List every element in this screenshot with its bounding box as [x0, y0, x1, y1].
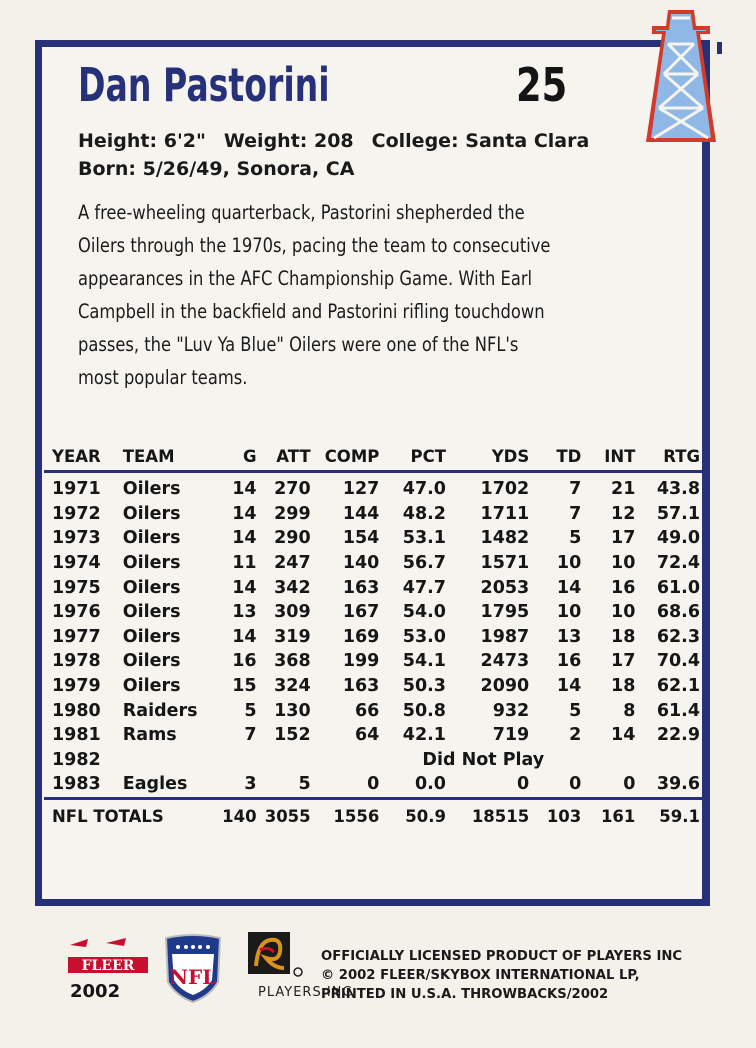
- table-row: [44, 526, 706, 551]
- cell-int: 17: [611, 651, 636, 672]
- cell-att: 152: [274, 725, 311, 746]
- cell-year: 1971: [52, 479, 101, 500]
- cell-yds: 2053: [480, 577, 530, 598]
- cell-td: 14: [556, 577, 582, 598]
- cell-comp: 140: [342, 553, 380, 574]
- header-year: YEAR: [52, 447, 101, 466]
- nfl-shield-icon: [162, 932, 224, 1004]
- table-row: [44, 600, 706, 625]
- college: College: Santa Clara: [371, 130, 590, 152]
- cell-team: Oilers: [122, 626, 181, 647]
- header-g: G: [243, 447, 257, 466]
- total-comp: 1556: [317, 798, 386, 833]
- table-row: [44, 698, 706, 723]
- cell-pct: 48.2: [402, 503, 446, 524]
- table-row: [44, 502, 706, 527]
- cell-rtg: 61.0: [656, 577, 700, 598]
- cell-td: 10: [556, 553, 582, 574]
- cell-yds: 1711: [480, 503, 530, 524]
- cell-int: 18: [611, 676, 636, 697]
- cell-team: Oilers: [122, 553, 181, 574]
- cell-comp: 169: [342, 626, 380, 647]
- dnp-note: Did Not Play: [422, 749, 545, 770]
- cell-int: 8: [623, 700, 636, 721]
- stats-table: [44, 443, 706, 833]
- header-att: ATT: [276, 447, 311, 466]
- oil-derrick-icon: [638, 4, 724, 154]
- cell-rtg: 62.3: [656, 626, 700, 647]
- cell-comp: 64: [355, 725, 380, 746]
- bio-line: passes, the "Luv Ya Blue" Oilers were one of the NFL's: [78, 333, 519, 356]
- bio-paragraph: [78, 196, 636, 394]
- fleer-logo: [66, 937, 152, 977]
- fleer-wordmark: FLEER: [81, 958, 135, 974]
- cell-g: 5: [244, 700, 257, 721]
- cell-yds: 932: [492, 700, 530, 721]
- cell-pct: 53.0: [402, 626, 446, 647]
- table-row: [44, 472, 706, 502]
- card-year: 2002: [70, 981, 121, 1002]
- cell-rtg: 57.1: [656, 503, 700, 524]
- cell-att: 299: [274, 503, 311, 524]
- cell-int: 18: [611, 626, 636, 647]
- nfl-wordmark: NFL: [169, 965, 217, 989]
- cell-rtg: 49.0: [656, 528, 700, 549]
- table-row: [44, 723, 706, 748]
- cell-yds: 2473: [480, 651, 530, 672]
- cell-pct: 47.7: [402, 577, 446, 598]
- totals-row: [44, 798, 706, 833]
- cell-att: 5: [298, 774, 311, 795]
- table-row: [44, 772, 706, 798]
- cell-int: 10: [611, 553, 636, 574]
- bio-line: appearances in the AFC Championship Game. With Earl: [78, 267, 533, 290]
- table-row: [44, 625, 706, 650]
- cell-att: 270: [274, 479, 311, 500]
- cell-att: 309: [274, 602, 311, 623]
- bio-line: A free-wheeling quarterback, Pastorini shepherded the: [78, 201, 525, 224]
- cell-yds: 2090: [480, 676, 530, 697]
- cell-pct: 50.8: [402, 700, 446, 721]
- cell-yds: 1987: [480, 626, 530, 647]
- cell-rtg: 70.4: [656, 651, 700, 672]
- cell-rtg: 43.8: [656, 479, 700, 500]
- total-pct: 50.9: [385, 798, 452, 833]
- cell-team: Oilers: [122, 503, 181, 524]
- cell-g: 14: [232, 503, 257, 524]
- cell-g: 16: [232, 651, 257, 672]
- cell-att: 319: [274, 626, 311, 647]
- cell-g: 14: [232, 528, 257, 549]
- legal-line: OFFICIALLY LICENSED PRODUCT OF PLAYERS INC: [321, 949, 683, 964]
- cell-pct: 42.1: [402, 725, 446, 746]
- cell-g: 11: [232, 553, 257, 574]
- legal-line: PRINTED IN U.S.A. THROWBACKS/2002: [321, 987, 609, 1002]
- cell-comp: 0: [367, 774, 380, 795]
- cell-att: 130: [274, 700, 311, 721]
- cell-td: 14: [556, 676, 582, 697]
- cell-pct: 50.3: [402, 676, 446, 697]
- header-team: TEAM: [122, 447, 175, 466]
- legal-line: © 2002 FLEER/SKYBOX INTERNATIONAL LP,: [321, 968, 640, 983]
- cell-team: Oilers: [122, 577, 181, 598]
- cell-pct: 53.1: [402, 528, 446, 549]
- table-row: [44, 649, 706, 674]
- cell-pct: 47.0: [402, 479, 446, 500]
- cell-team: Oilers: [122, 602, 181, 623]
- cell-g: 14: [232, 626, 257, 647]
- cell-team: Oilers: [122, 479, 181, 500]
- cell-rtg: 68.6: [656, 602, 700, 623]
- cell-comp: 163: [342, 676, 380, 697]
- cell-year: 1974: [52, 553, 101, 574]
- cell-rtg: 61.4: [656, 700, 700, 721]
- cell-att: 290: [274, 528, 311, 549]
- cell-td: 5: [569, 528, 582, 549]
- cell-pct: 0.0: [414, 774, 446, 795]
- cell-g: 7: [244, 725, 257, 746]
- total-rtg: 59.1: [641, 798, 706, 833]
- cell-g: 13: [232, 602, 257, 623]
- cell-comp: 167: [342, 602, 380, 623]
- players-inc-text: PLAYERS INC: [258, 985, 353, 1000]
- cell-td: 5: [569, 700, 582, 721]
- cell-rtg: 72.4: [656, 553, 700, 574]
- cell-g: 3: [244, 774, 257, 795]
- cell-int: 16: [611, 577, 636, 598]
- cell-td: 16: [556, 651, 582, 672]
- header-rtg: RTG: [663, 447, 700, 466]
- total-att: 3055: [263, 798, 317, 833]
- cell-yds: 719: [492, 725, 530, 746]
- stats-header-row: [44, 443, 706, 472]
- cell-g: 14: [232, 577, 257, 598]
- cell-year: 1977: [52, 626, 101, 647]
- legal-text: [321, 947, 682, 1004]
- cell-yds: 1702: [480, 479, 530, 500]
- cell-year: 1980: [52, 700, 101, 721]
- table-row: [44, 674, 706, 699]
- cell-year: 1976: [52, 602, 101, 623]
- cell-pct: 54.0: [402, 602, 446, 623]
- cell-team: Oilers: [122, 528, 181, 549]
- total-td: 103: [535, 798, 587, 833]
- cell-att: 368: [274, 651, 311, 672]
- total-g: 140: [211, 798, 263, 833]
- cell-att: 342: [274, 577, 311, 598]
- cell-team: Oilers: [122, 676, 181, 697]
- bio-line: most popular teams.: [78, 366, 248, 389]
- cell-td: 2: [569, 725, 582, 746]
- players-inc-icon: [246, 932, 306, 978]
- total-yds: 18515: [452, 798, 535, 833]
- cell-year: 1983: [52, 774, 101, 795]
- weight: Weight: 208: [223, 130, 354, 152]
- cell-pct: 54.1: [402, 651, 446, 672]
- total-int: 161: [587, 798, 641, 833]
- cell-year: 1981: [52, 725, 101, 746]
- cell-comp: 144: [342, 503, 380, 524]
- cell-td: 7: [569, 479, 582, 500]
- born: Born: 5/26/49, Sonora, CA: [78, 158, 355, 180]
- cell-team: Rams: [122, 725, 177, 746]
- cell-year: 1975: [52, 577, 101, 598]
- cell-int: 21: [611, 479, 636, 500]
- header-pct: PCT: [410, 447, 446, 466]
- dnp-row: [44, 748, 706, 773]
- jersey-number: 25: [516, 58, 568, 112]
- cell-yds: 1571: [480, 553, 530, 574]
- cell-int: 17: [611, 528, 636, 549]
- cell-year: 1973: [52, 528, 101, 549]
- cell-comp: 199: [342, 651, 380, 672]
- header-yds: YDS: [491, 447, 530, 466]
- cell-int: 12: [611, 503, 636, 524]
- cell-rtg: 22.9: [656, 725, 700, 746]
- bio-line: Campbell in the backfield and Pastorini rifling touchdown: [78, 300, 545, 323]
- cell-year: 1972: [52, 503, 101, 524]
- cell-att: 324: [274, 676, 311, 697]
- cell-team: Oilers: [122, 651, 181, 672]
- table-row: [44, 575, 706, 600]
- table-row: [44, 551, 706, 576]
- cell-td: 13: [556, 626, 582, 647]
- cell-td: 7: [569, 503, 582, 524]
- cell-td: 10: [556, 602, 582, 623]
- header-td: TD: [556, 447, 582, 466]
- header-int: INT: [604, 447, 636, 466]
- cell-comp: 127: [342, 479, 380, 500]
- cell-int: 10: [611, 602, 636, 623]
- dnp-year: 1982: [52, 749, 101, 770]
- cell-rtg: 62.1: [656, 676, 700, 697]
- cell-comp: 163: [342, 577, 380, 598]
- cell-att: 247: [274, 553, 311, 574]
- cell-int: 14: [611, 725, 636, 746]
- cell-td: 0: [569, 774, 582, 795]
- height: Height: 6'2": [78, 130, 206, 152]
- header-comp: COMP: [324, 447, 380, 466]
- cell-pct: 56.7: [402, 553, 446, 574]
- player-name: Dan Pastorini: [78, 58, 330, 112]
- cell-yds: 0: [517, 774, 530, 795]
- cell-yds: 1482: [480, 528, 530, 549]
- cell-comp: 66: [355, 700, 380, 721]
- cell-team: Eagles: [122, 774, 188, 795]
- cell-year: 1978: [52, 651, 101, 672]
- totals-label: NFL TOTALS: [44, 798, 211, 833]
- cell-int: 0: [623, 774, 636, 795]
- cell-yds: 1795: [480, 602, 530, 623]
- cell-g: 15: [232, 676, 257, 697]
- cell-year: 1979: [52, 676, 101, 697]
- cell-g: 14: [232, 479, 257, 500]
- cell-comp: 154: [342, 528, 380, 549]
- cell-team: Raiders: [122, 700, 198, 721]
- player-vitals: [78, 127, 589, 183]
- bio-line: Oilers through the 1970s, pacing the team to consecutive: [78, 234, 551, 257]
- cell-rtg: 39.6: [656, 774, 700, 795]
